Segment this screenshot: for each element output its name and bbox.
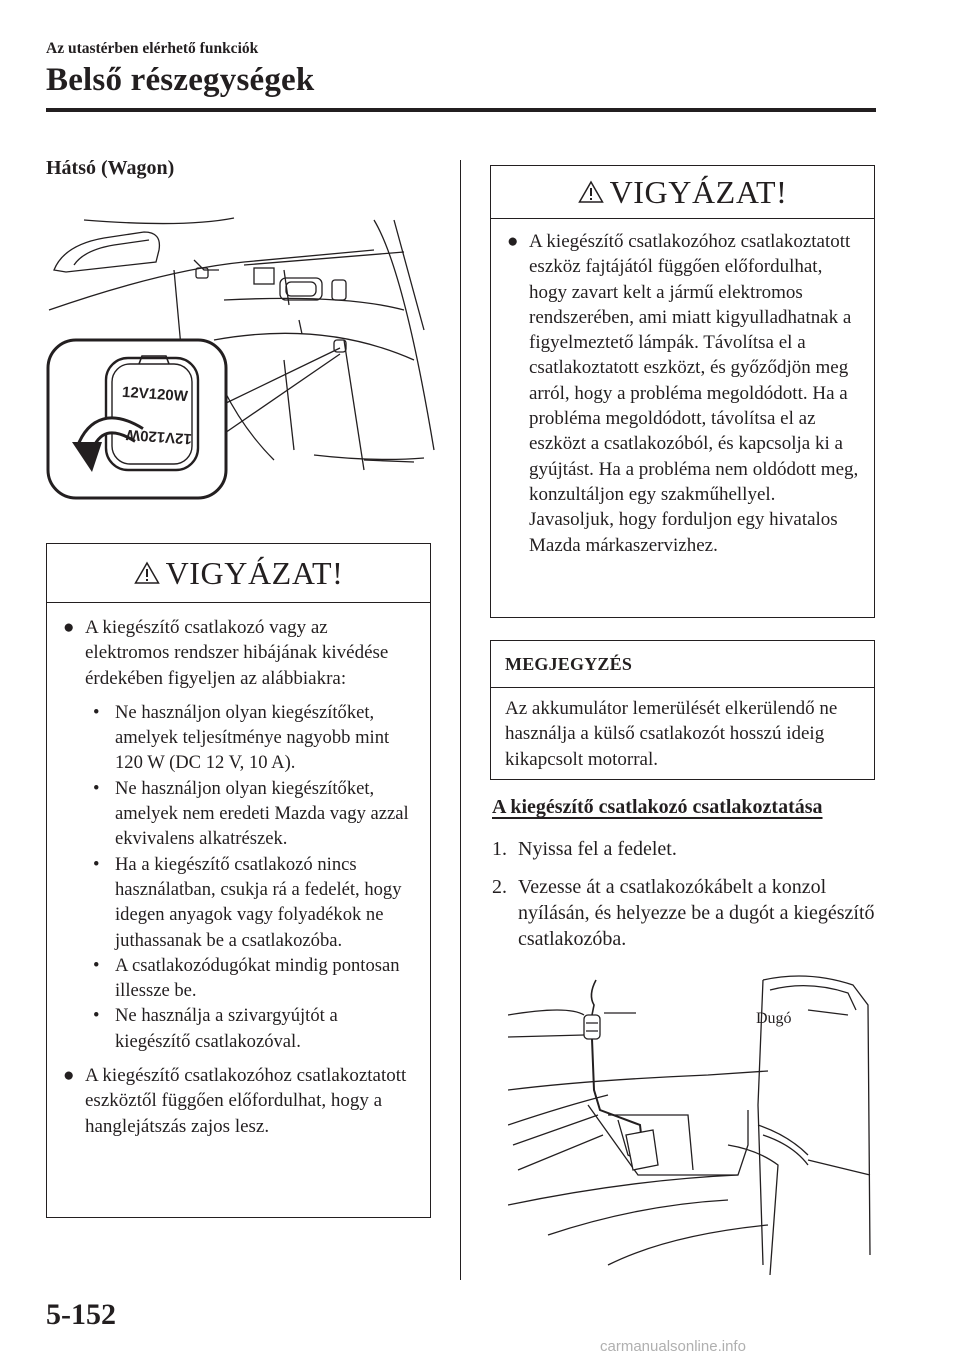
caution-left-sub-4-text: A csatlakozódugókat mindig pontosan illessze be. — [115, 954, 400, 1002]
caution-title-right: VIGYÁZAT! — [609, 173, 788, 210]
plug-label: Dugó — [756, 1010, 792, 1027]
caution-left-sub-4 — [91, 953, 416, 1004]
note-header — [491, 641, 874, 688]
note-body — [491, 688, 874, 782]
step-1-text: Nyissa fel a fedelet. — [518, 838, 677, 860]
caution-box-right — [490, 165, 875, 618]
bullet-dot-icon: ● — [63, 617, 75, 638]
sub-bullet-icon: • — [93, 701, 100, 723]
step-1 — [492, 836, 882, 862]
caution-right-bullet-1-text: A kiegészítő csatlakozóhoz csatlakoztatott eszköz fajtájától függően előfordulhat, hogy zavart kelt a jármű elektromos rendszerében, ami miatt kigyulladhatnak a figyelmeztető lámpák. Távolítsa el a csatlakoztatott eszközt, és győződjön meg arról, hogy a probléma megoldódott. Ha a probléma megoldódott, távolítsa el az eszközt a csatlakozóból, és kapcsolja ki a gyújtást. Ha a probléma nem oldódott meg, konzultáljon egy szakműhellyel. Javasoljuk, hogy forduljon egy hivatalos Mazda márkaszervizhez. — [529, 231, 859, 556]
console-plug-figure — [508, 975, 880, 1275]
caution-left-sub-3-text: Ha a kiegészítő csatlakozó nincs használatban, csukja rá a fedelét, hogy idegen anyagok vagy folyadékok ne juthassanak be a csatlakozóba. — [115, 853, 402, 951]
caution-left-sub-1-text: Ne használjon olyan kiegészítőket, amelyek teljesítménye nagyobb mint 120 W (DC 12 V, 10 A). — [115, 701, 390, 774]
connect-heading: A kiegészítő csatlakozó csatlakoztatása — [492, 796, 823, 818]
caution-left-sub-5-text: Ne használja a szivargyújtót a kiegészítő csatlakozóval. — [115, 1005, 338, 1052]
step-1-number: 1. — [492, 838, 507, 860]
section-label: Az utastérben elérhető funkciók — [46, 40, 259, 57]
note-box — [490, 640, 875, 780]
caution-title-left: VIGYÁZAT! — [165, 554, 344, 591]
sub-heading-wagon: Hátsó (Wagon) — [46, 157, 175, 179]
title-rule — [46, 108, 876, 112]
caution-left-sub-2-text: Ne használjon olyan kiegészítőket, amelyek nem eredeti Mazda vagy azzal ekvivalens alkatrészek. — [115, 777, 409, 850]
cargo-area-illustration — [44, 210, 444, 510]
caution-left-bullet-2-text: A kiegészítő csatlakozóhoz csatlakoztatott eszköztől függően előfordulhat, hogy a hanglejátszás zajos lesz. — [85, 1065, 407, 1137]
step-2-text: Vezesse át a csatlakozókábelt a konzol nyílásán, és helyezze be a dugót a kiegészítő csatlakozóba. — [518, 876, 875, 950]
caution-left-sub-3 — [91, 852, 416, 953]
step-2-number: 2. — [492, 876, 507, 898]
console-plug-illustration — [508, 975, 880, 1275]
caution-header-left — [47, 544, 430, 603]
watermark: carmanualsonline.info — [600, 1338, 746, 1355]
sub-bullet-icon: • — [93, 853, 100, 875]
bullet-dot-icon: ● — [63, 1065, 75, 1087]
sub-bullet-icon: • — [93, 1005, 100, 1027]
caution-left-sub-5 — [91, 1003, 416, 1054]
note-title: MEGJEGYZÉS — [505, 653, 633, 674]
caution-left-sub-2 — [91, 776, 416, 852]
socket-label-bottom-text: 12V120W — [125, 425, 193, 448]
caution-right-bullet-1 — [505, 229, 860, 558]
caution-left-bullet-1-text: A kiegészítő csatlakozó vagy az elektromos rendszer hibájának kivédése érdekében figyeljen az alábbiakra: — [85, 617, 389, 689]
note-text: Az akkumulátor lemerülését elkerülendő ne használja a külső csatlakozót hosszú ideig kikapcsolt motorral. — [505, 698, 838, 770]
caution-header-right — [491, 166, 874, 219]
page-title: Belső részegységek — [46, 62, 315, 98]
caution-left-sub-1 — [91, 700, 416, 776]
caution-body-right — [491, 219, 874, 568]
caution-left-bullet-2 — [61, 1063, 416, 1139]
page-number: 5-152 — [46, 1298, 116, 1331]
caution-left-bullet-1 — [61, 615, 416, 691]
step-2 — [492, 874, 882, 952]
warning-triangle-icon — [578, 180, 604, 204]
caution-body-left — [47, 603, 430, 1149]
warning-triangle-icon — [134, 561, 160, 585]
socket-label-top-text: 12V120W — [121, 383, 189, 406]
caution-box-left — [46, 543, 431, 1218]
sub-bullet-icon: • — [93, 954, 100, 976]
bullet-dot-icon: ● — [507, 231, 519, 252]
cargo-socket-figure — [44, 210, 444, 510]
column-divider — [460, 160, 461, 1280]
sub-bullet-icon: • — [93, 777, 100, 799]
